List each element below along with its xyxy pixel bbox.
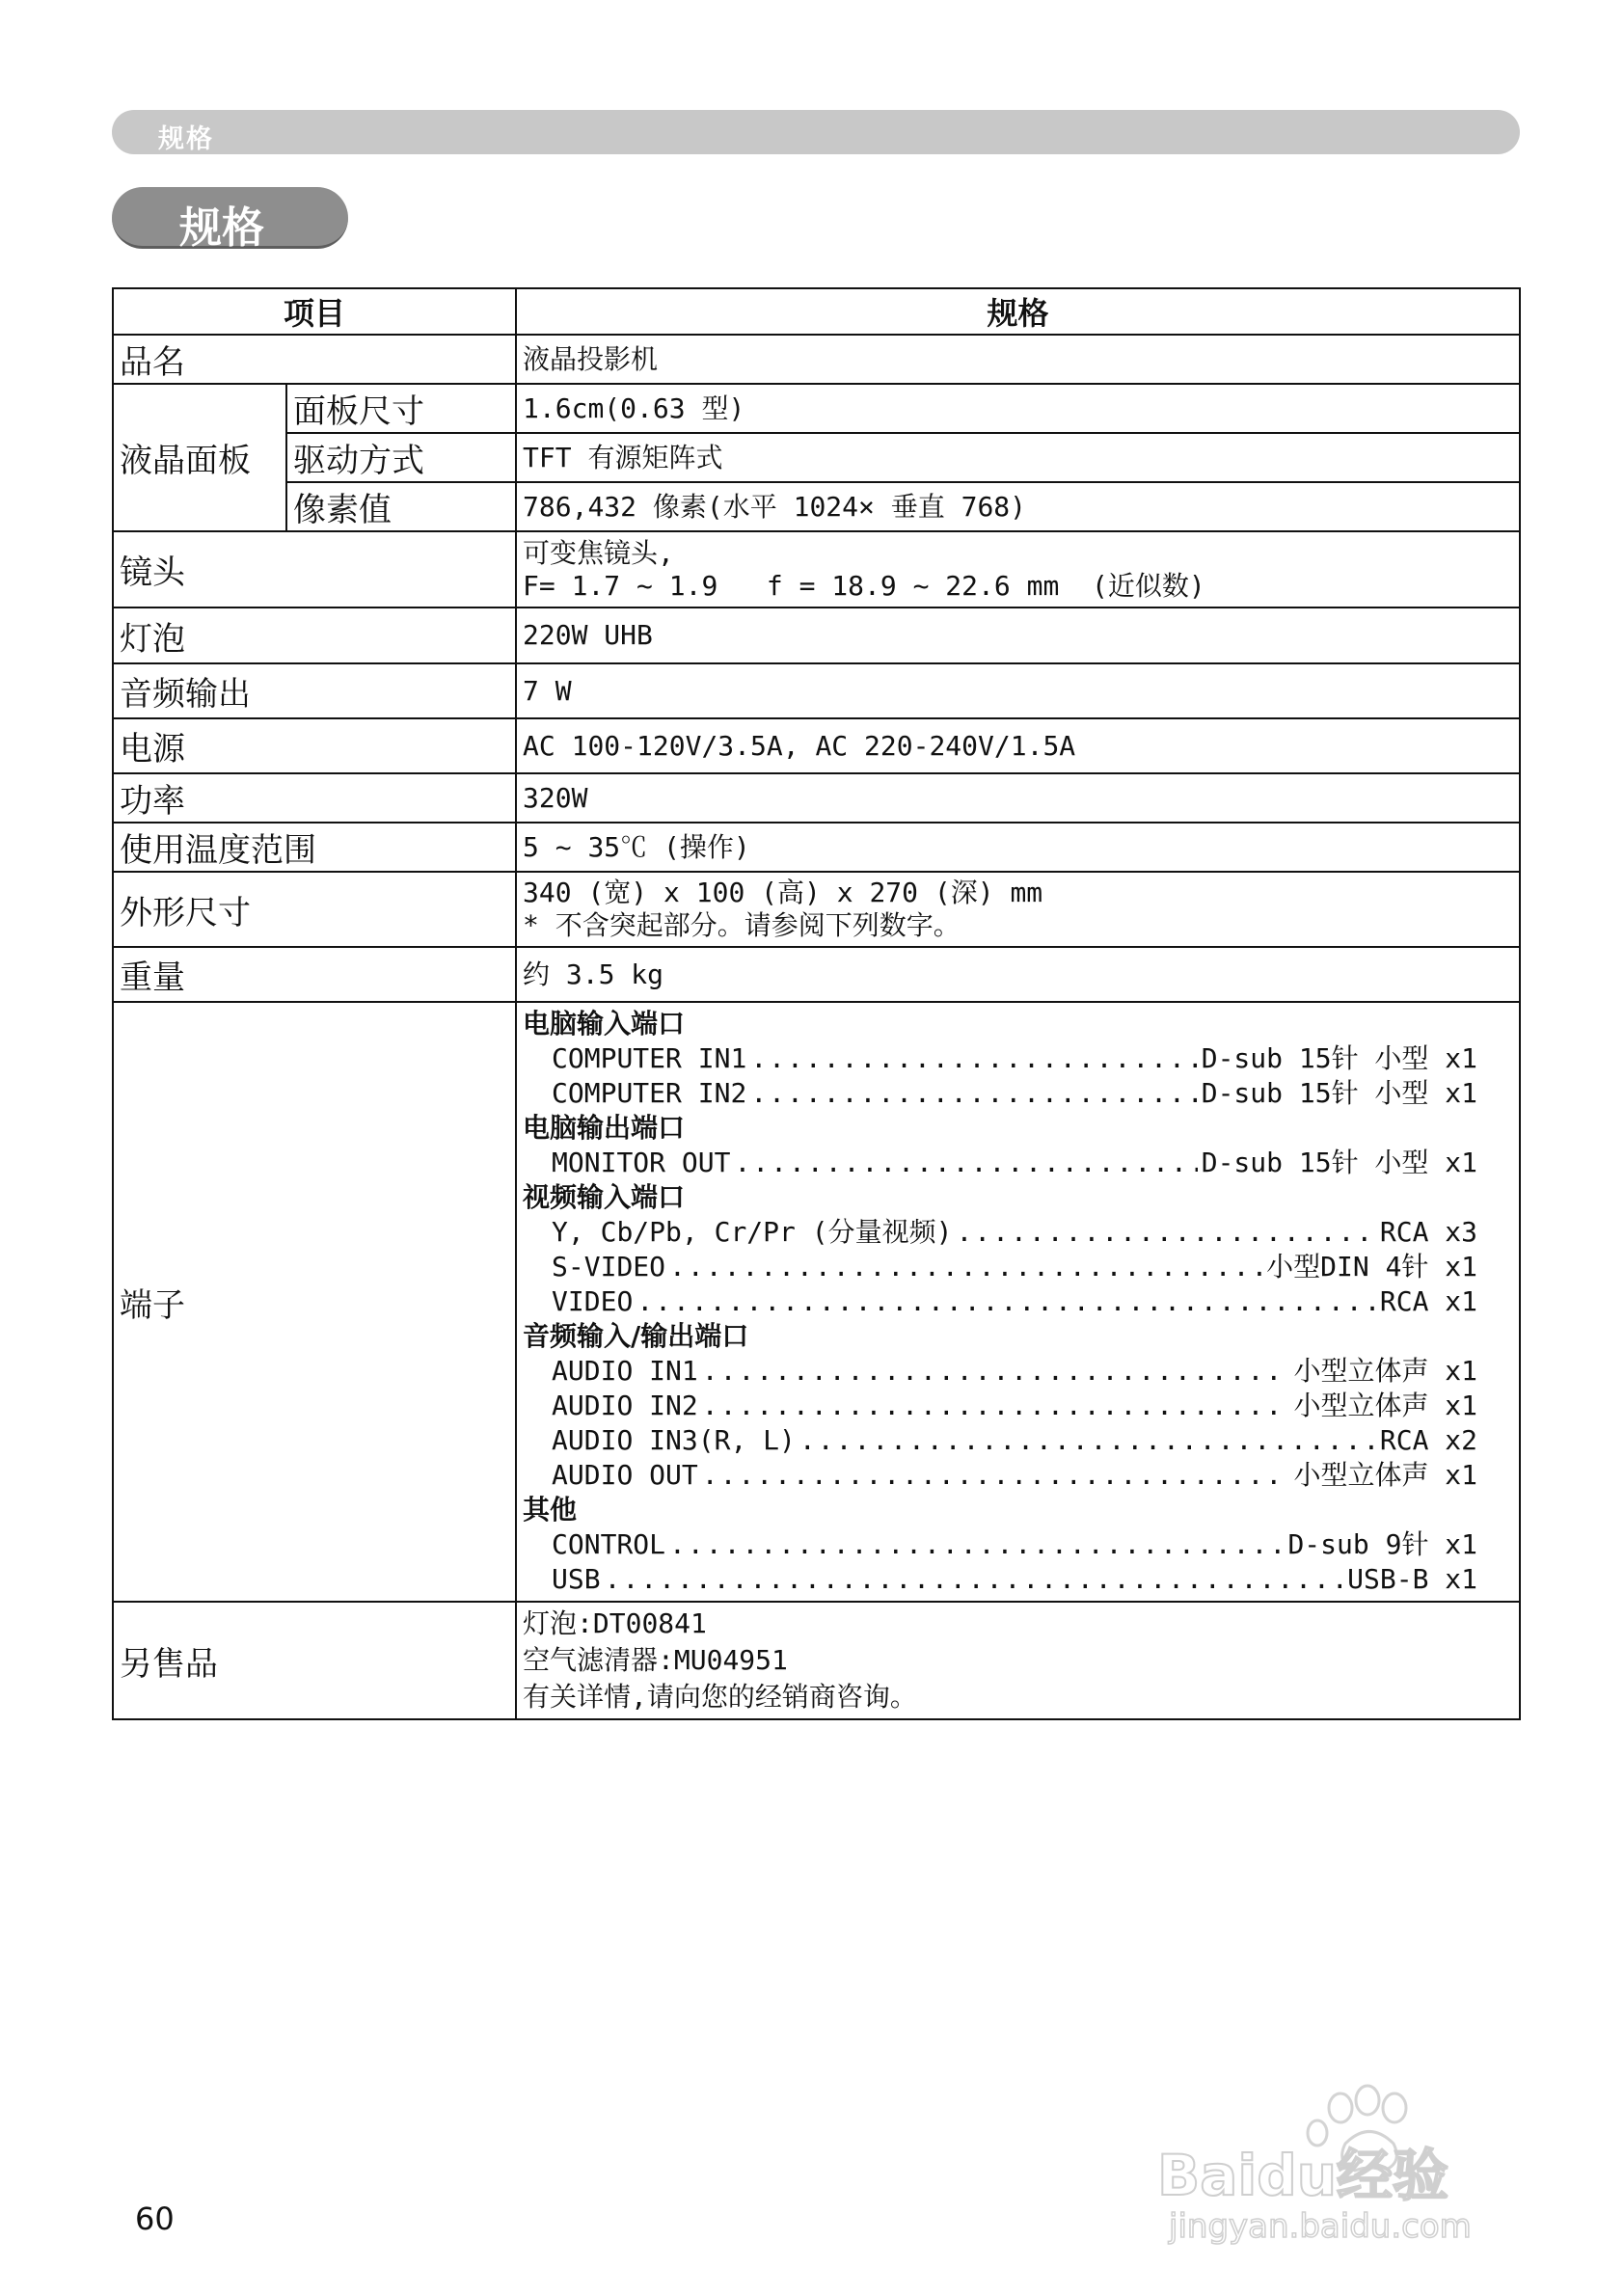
- table-row: [113, 335, 1520, 384]
- ports-section-pc-in: 电脑输入端口: [523, 1008, 686, 1040]
- row-label-temperature: 使用温度范围: [113, 823, 516, 872]
- ports-section-pc-out: 电脑输出端口: [523, 1112, 686, 1144]
- port-value: RCA x1: [1379, 1285, 1478, 1317]
- list-item: [523, 1284, 1477, 1319]
- row-value-lamp: 220W UHB: [516, 608, 1520, 663]
- table-row: [113, 663, 1520, 718]
- port-name: MONITOR OUT: [552, 1147, 731, 1178]
- row-value-temperature: 5 ~ 35℃ (操作): [516, 823, 1520, 872]
- ports-section-other: 其他: [523, 1494, 578, 1526]
- list-item: [523, 1527, 1477, 1562]
- leader-dots: [750, 1076, 1197, 1111]
- table-row: [113, 718, 1520, 773]
- list-item: [523, 1250, 1477, 1284]
- page-number: 60: [135, 2200, 175, 2237]
- list-item: [523, 1146, 1477, 1180]
- row-value-pixels: 786,432 像素(水平 1024× 垂直 768): [516, 482, 1520, 531]
- port-name: Y, Cb/Pb, Cr/Pr (分量视频): [552, 1216, 953, 1248]
- accessories-line-2: 空气滤清器:MU04951: [523, 1644, 788, 1676]
- row-label-lcd-panel: 液晶面板: [113, 384, 286, 531]
- row-label-power: 电源: [113, 718, 516, 773]
- list-item: [523, 1215, 1477, 1250]
- port-value: 小型立体声 x1: [1293, 1459, 1478, 1491]
- port-name: VIDEO: [552, 1285, 634, 1317]
- port-name: AUDIO IN3(R, L): [552, 1424, 796, 1456]
- list-item: [523, 1354, 1477, 1389]
- leader-dots: [702, 1389, 1290, 1423]
- section-header-bar: [112, 110, 1520, 154]
- row-value-accessories: [516, 1602, 1520, 1719]
- leader-dots: [956, 1215, 1375, 1250]
- row-sublabel-pixels: 像素值: [286, 482, 516, 531]
- dimensions-line-1: 340 (宽) x 100 (高) x 270 (深) mm: [523, 877, 1043, 908]
- list-item: [523, 1076, 1477, 1111]
- table-row: [113, 823, 1520, 872]
- port-value: RCA x2: [1379, 1424, 1478, 1456]
- list-item: [523, 1389, 1477, 1423]
- port-value: D-sub 15针 小型 x1: [1201, 1077, 1478, 1109]
- page-title-pill: [112, 187, 348, 253]
- table-row: [113, 608, 1520, 663]
- col-header-item: 项目: [113, 288, 516, 335]
- col-header-spec: 规格: [516, 288, 1520, 335]
- table-row: [113, 1602, 1520, 1719]
- watermark-url: jingyan.baidu.com: [1169, 2207, 1472, 2245]
- row-value-product-name: 液晶投影机: [516, 335, 1520, 384]
- leader-dots: [702, 1458, 1290, 1493]
- port-name: AUDIO IN2: [552, 1390, 698, 1421]
- port-value: D-sub 15针 小型 x1: [1201, 1042, 1478, 1074]
- port-name: COMPUTER IN1: [552, 1042, 747, 1074]
- table-row: [113, 531, 1520, 608]
- row-label-product-name: 品名: [113, 335, 516, 384]
- row-label-ports: 端子: [113, 1002, 516, 1602]
- dimensions-line-2: * 不含突起部分。请参阅下列数字。: [523, 909, 961, 941]
- leader-dots: [750, 1041, 1197, 1076]
- table-row: [113, 947, 1520, 1002]
- row-label-consumption: 功率: [113, 773, 516, 823]
- leader-dots: [799, 1423, 1376, 1458]
- row-label-lamp: 灯泡: [113, 608, 516, 663]
- list-item: [523, 1562, 1477, 1597]
- page-title: 规格: [179, 203, 264, 253]
- port-name: S-VIDEO: [552, 1251, 666, 1282]
- port-value: USB-B x1: [1347, 1563, 1478, 1595]
- table-row: [113, 1002, 1520, 1602]
- leader-dots: [636, 1284, 1376, 1319]
- row-label-lens: 镜头: [113, 531, 516, 608]
- spec-table: [112, 287, 1521, 1720]
- row-value-ports: [516, 1002, 1520, 1602]
- row-value-weight: 约 3.5 kg: [516, 947, 1520, 1002]
- accessories-line-1: 灯泡:DT00841: [523, 1607, 707, 1639]
- leader-dots: [605, 1562, 1344, 1597]
- port-name: AUDIO IN1: [552, 1355, 698, 1387]
- port-value: 小型立体声 x1: [1293, 1390, 1478, 1421]
- row-value-dimensions: [516, 872, 1520, 947]
- leader-dots: [669, 1527, 1284, 1562]
- row-label-weight: 重量: [113, 947, 516, 1002]
- table-header-row: [113, 288, 1520, 335]
- list-item: [523, 1423, 1477, 1458]
- table-row: [113, 872, 1520, 947]
- baidu-watermark-logo: [1148, 2071, 1553, 2245]
- port-value: 小型立体声 x1: [1293, 1355, 1478, 1387]
- table-row: [113, 482, 1520, 531]
- row-label-accessories: 另售品: [113, 1602, 516, 1719]
- port-value: RCA x3: [1379, 1216, 1478, 1248]
- accessories-line-3: 有关详情,请向您的经销商咨询。: [523, 1681, 917, 1713]
- row-sublabel-drive: 驱动方式: [286, 433, 516, 482]
- port-value: D-sub 9针 x1: [1287, 1528, 1478, 1560]
- row-value-lens: [516, 531, 1520, 608]
- port-name: USB: [552, 1563, 601, 1595]
- row-value-consumption: 320W: [516, 773, 1520, 823]
- leader-dots: [734, 1146, 1197, 1180]
- leader-dots: [702, 1354, 1290, 1389]
- row-label-audio-out: 音频输出: [113, 663, 516, 718]
- table-row: [113, 773, 1520, 823]
- port-value: 小型DIN 4针 x1: [1266, 1251, 1478, 1282]
- ports-section-video-in: 视频输入端口: [523, 1181, 686, 1213]
- list-item: [523, 1041, 1477, 1076]
- row-sublabel-panel-size: 面板尺寸: [286, 384, 516, 433]
- row-label-dimensions: 外形尺寸: [113, 872, 516, 947]
- row-value-drive: TFT 有源矩阵式: [516, 433, 1520, 482]
- leader-dots: [669, 1250, 1262, 1284]
- port-name: AUDIO OUT: [552, 1459, 698, 1491]
- row-value-panel-size: 1.6cm(0.63 型): [516, 384, 1520, 433]
- row-value-power: AC 100-120V/3.5A, AC 220-240V/1.5A: [516, 718, 1520, 773]
- row-value-audio-out: 7 W: [516, 663, 1520, 718]
- lens-line-2: F= 1.7 ~ 1.9 f = 18.9 ~ 22.6 mm (近似数): [523, 569, 1205, 602]
- port-name: CONTROL: [552, 1528, 666, 1560]
- ports-section-audio-io: 音频输入/输出端口: [523, 1320, 749, 1352]
- list-item: [523, 1458, 1477, 1493]
- port-name: COMPUTER IN2: [552, 1077, 747, 1109]
- watermark-brand: Baidu经验: [1157, 2143, 1449, 2208]
- table-row: [113, 433, 1520, 482]
- table-row: [113, 384, 1520, 433]
- port-value: D-sub 15针 小型 x1: [1201, 1147, 1478, 1178]
- section-header-label: 规格: [158, 124, 214, 154]
- lens-line-1: 可变焦镜头,: [523, 536, 674, 569]
